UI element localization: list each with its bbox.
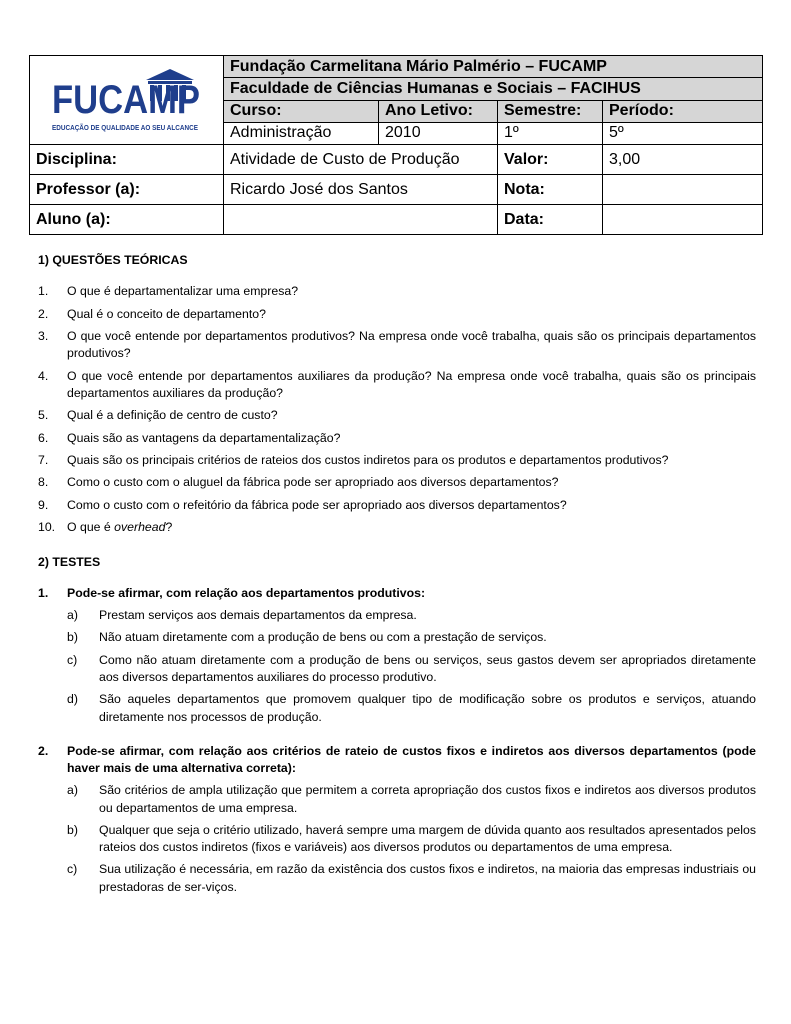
disciplina-label: Disciplina: (30, 145, 224, 175)
option-letter: b) (67, 630, 78, 645)
question-item (38, 283, 756, 300)
logo-tagline: EDUCAÇÃO DE QUALIDADE AO SEU ALCANCE (52, 125, 213, 132)
semestre-label: Semestre: (498, 100, 603, 122)
header-table (29, 55, 763, 235)
question-text: Qual é a definição de centro de custo? (67, 408, 278, 423)
test-option (38, 782, 756, 816)
question-text-prefix: O que é (67, 520, 115, 535)
faculty-name: Faculdade de Ciências Humanas e Sociais – FACIHUS (224, 78, 763, 100)
option-letter: a) (67, 783, 78, 798)
theory-question-list (38, 283, 756, 536)
question-item (38, 497, 756, 514)
nota-label: Nota: (498, 175, 603, 205)
test-item (38, 743, 756, 896)
test-item (38, 585, 756, 726)
semestre-value: 1º (498, 122, 603, 144)
professor-label: Professor (a): (30, 175, 224, 205)
aluno-field[interactable] (224, 205, 498, 235)
curso-value: Administração (224, 122, 379, 144)
question-text: O que você entende por departamentos auxiliares da produção? Na empresa onde você trabalha, quais são os principais departamentos auxiliares da produção? (67, 368, 756, 400)
valor-value: 3,00 (603, 145, 763, 175)
nota-field[interactable] (603, 175, 763, 205)
logo-cell (30, 56, 224, 145)
question-number: 4. (38, 368, 49, 383)
question-text: Como o custo com o refeitório da fábrica pode ser apropriado aos diversos departamentos? (67, 497, 567, 512)
data-label: Data: (498, 205, 603, 235)
fucamp-logo (30, 56, 223, 144)
question-text: Quais são os principais critérios de rateios dos custos indiretos para os produtos e departamentos produtivos? (67, 452, 669, 467)
test-number: 2. (38, 743, 49, 758)
logo-wordmark: FUCAMP (52, 78, 200, 122)
section1-title: 1) QUESTÕES TEÓRICAS (38, 253, 188, 267)
test-option (38, 607, 756, 624)
question-text: Quais são as vantagens da departamentalização? (67, 430, 341, 445)
document-body (38, 252, 756, 901)
ano-letivo-label: Ano Letivo: (379, 100, 498, 122)
disciplina-value: Atividade de Custo de Produção (224, 145, 498, 175)
valor-label: Valor: (498, 145, 603, 175)
option-text: São aqueles departamentos que promovem qualquer tipo de modificação sobre os produtos e serviços, atuando diretamente nos processos de produção. (99, 692, 756, 724)
option-letter: c) (67, 652, 78, 667)
question-number: 3. (38, 328, 49, 343)
question-number: 10. (38, 520, 56, 535)
curso-label: Curso: (224, 100, 379, 122)
test-stem-text: Pode-se afirmar, com relação aos critérios de rateio de custos fixos e indiretos aos diversos departamentos (pode haver mais de uma alternativa correta): (67, 743, 756, 776)
periodo-label: Período: (603, 100, 763, 122)
fucamp-logo-graphic (52, 66, 213, 132)
question-text-suffix: ? (165, 520, 173, 535)
professor-value: Ricardo José dos Santos (224, 175, 498, 205)
option-text: Prestam serviços aos demais departamentos da empresa. (99, 607, 417, 622)
test-option (38, 652, 756, 686)
periodo-value: 5º (603, 122, 763, 144)
option-letter: d) (67, 692, 78, 707)
question-item (38, 306, 756, 323)
question-item (38, 407, 756, 424)
question-number: 2. (38, 306, 49, 321)
question-number: 9. (38, 497, 49, 512)
option-text: Qualquer que seja o critério utilizado, haverá sempre uma margem de dúvida quanto aos resultados apresentados pelos rateios dos custos indiretos (fixos e variáveis) aos diversos produtos ou departamentos de uma empresa. (99, 822, 756, 855)
test-option (38, 861, 756, 895)
option-letter: b) (67, 822, 78, 837)
question-number: 6. (38, 430, 49, 445)
data-field[interactable] (603, 205, 763, 235)
option-text: Não atuam diretamente com a produção de bens ou com a prestação de serviços. (99, 630, 547, 645)
test-option (38, 822, 756, 856)
question-text: O que é departamentalizar uma empresa? (67, 284, 299, 299)
question-item (38, 328, 756, 362)
option-text: São critérios de ampla utilização que permitem a correta apropriação dos custos fixos e indiretos aos diversos produtos ou departamentos de uma empresa. (99, 783, 756, 815)
test-stem (38, 743, 756, 777)
ano-letivo-value: 2010 (379, 122, 498, 144)
question-item (38, 368, 756, 402)
aluno-label: Aluno (a): (30, 205, 224, 235)
test-option (38, 691, 756, 725)
option-letter: c) (67, 862, 78, 877)
question-number: 5. (38, 408, 49, 423)
question-item (38, 474, 756, 491)
question-item (38, 430, 756, 447)
institution-name: Fundação Carmelitana Mário Palmério – FUCAMP (224, 56, 763, 78)
option-text: Sua utilização é necessária, em razão da existência dos custos fixos e indiretos, na maioria das empresas industriais ou prestadoras de ser-viços. (99, 862, 756, 894)
question-item (38, 519, 756, 536)
section2-title: 2) TESTES (38, 554, 101, 569)
question-text: Como o custo com o aluguel da fábrica pode ser apropriado aos diversos departamentos? (67, 475, 559, 490)
option-letter: a) (67, 607, 78, 622)
question-item (38, 452, 756, 469)
question-number: 1. (38, 284, 49, 299)
question-text: Qual é o conceito de departamento? (67, 306, 266, 321)
question-text-italic: overhead (114, 520, 166, 535)
question-text: O que você entende por departamentos produtivos? Na empresa onde você trabalha, quais são os principais departamentos produtivos? (67, 328, 756, 361)
question-number: 8. (38, 475, 49, 490)
test-stem (38, 585, 756, 602)
option-text: Como não atuam diretamente com a produção de bens ou serviços, seus gastos devem ser apropriados diretamente aos diversos departamentos auxiliares do processo produtivo. (99, 652, 756, 684)
question-number: 7. (38, 452, 49, 467)
test-number: 1. (38, 585, 49, 600)
test-option (38, 629, 756, 646)
test-stem-text: Pode-se afirmar, com relação aos departamentos produtivos: (67, 585, 426, 600)
